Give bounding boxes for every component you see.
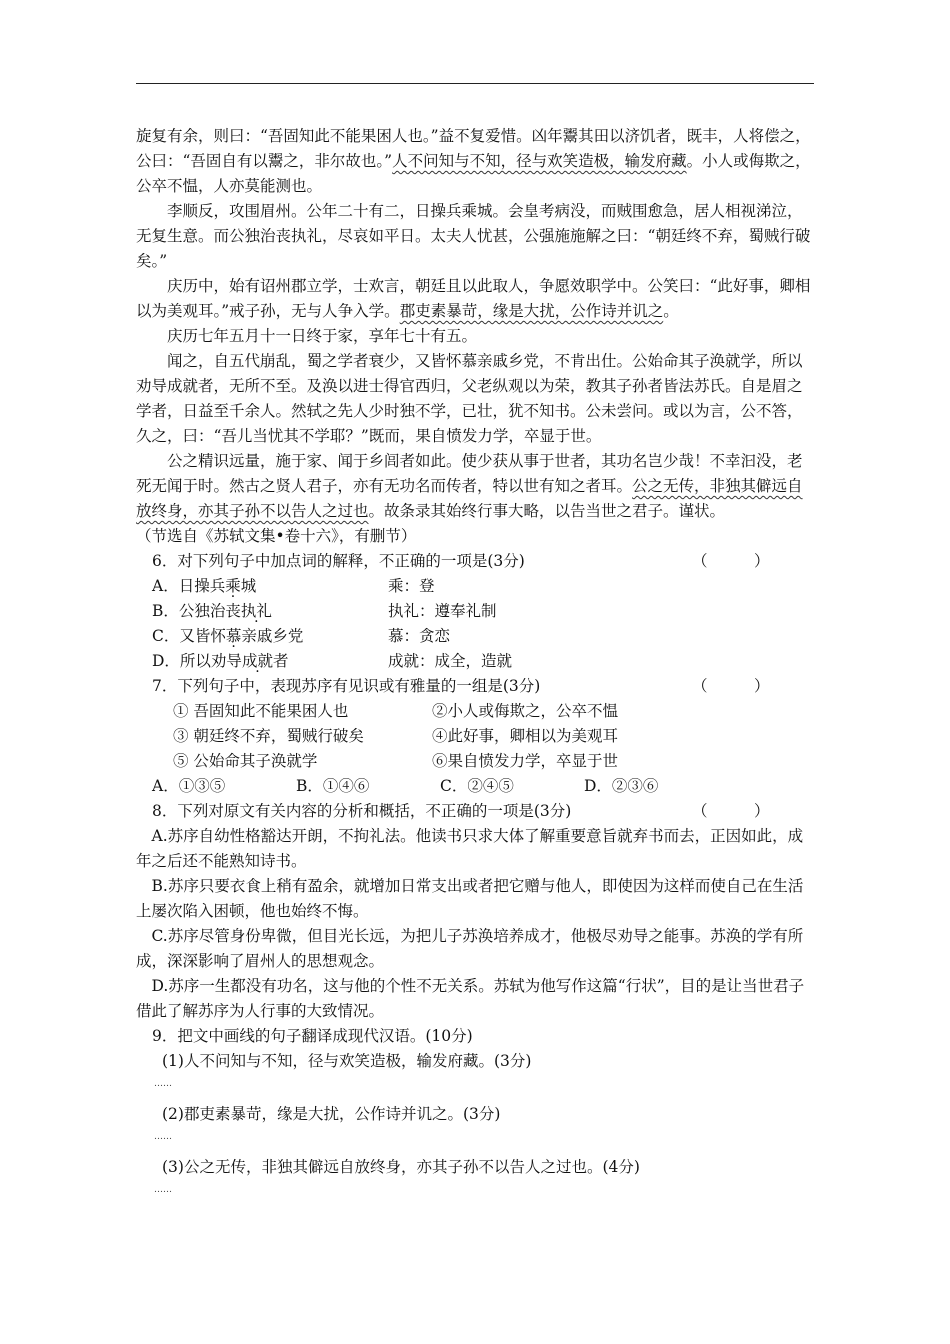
- answer-blank[interactable]: （ ）: [692, 677, 770, 695]
- question-9-stem: 9．把文中画线的句子翻译成现代汉语。(10分): [152, 1027, 473, 1045]
- q7-items-row: [136, 699, 814, 724]
- underlined-sentence-1: 人不问知与不知，径与欢笑造极，输发府藏: [392, 152, 687, 170]
- definition: 成就：成全，造就: [388, 652, 513, 670]
- text: 者: [272, 652, 289, 670]
- text: 庆历中，始有诏州郡立学，士欢言，朝廷且以此取人，争愿效职学中。公笑曰：“此好事，卿相以为美观耳。”戒子孙，无与人争入学。: [136, 277, 811, 320]
- dotted-word: 成就: [241, 652, 273, 670]
- definition: 慕：贪恋: [388, 627, 451, 645]
- text: 。: [663, 302, 679, 320]
- passage-paragraph-4: 庆历七年五月十一日终于家，享年七十有五。: [167, 327, 478, 345]
- q8-option-b[interactable]: B.苏序只要衣食上稍有盈余，就增加日常支出或者把它赠与他人，即使因为这样而使自己在生活上屡次陷入困顿，他也始终不悔。: [136, 877, 804, 920]
- text: 旋复有余，则曰：“吾固知此不能果困人也。”益不复爱惜。凶年鬻其田以济饥者，既丰，人将偿之，公曰：“吾固自有以鬻之，非尔故也。”: [136, 127, 811, 170]
- q7-items-row: [136, 724, 814, 749]
- passage-paragraph-3: [136, 274, 814, 324]
- text: 公之精识远量，施于家、闻于乡闾者如此。使少获从事于世者，其功名岂少哉！不幸汩没，老死无闻于时。然古之贤人君子，亦有无功名而传者，特以世有知之者耳。: [136, 452, 803, 495]
- dotted-word: 乘: [225, 577, 241, 595]
- question-6-stem: [136, 549, 814, 574]
- q9-sentence-1: (1)人不问知与不知，径与欢笑造极，输发府藏。(3分): [162, 1052, 532, 1070]
- text: A．日操兵: [152, 577, 226, 595]
- text: 。小人或侮欺之，公卒不愠，人亦莫能测也。: [136, 152, 811, 195]
- q7-item: ① 吾固知此不能果困人也: [173, 702, 349, 720]
- answer-line[interactable]: ……: [154, 1132, 172, 1142]
- text: 8．下列对原文有关内容的分析和概括，不正确的一项是(3分): [152, 802, 572, 820]
- q7-choice-d[interactable]: D．②③⑥: [584, 777, 659, 795]
- underlined-sentence-2: 郡吏素暴苛，缘是大扰，公作诗并讥之: [399, 302, 664, 320]
- text: C．又皆怀: [152, 627, 226, 645]
- q8-option-c[interactable]: C.苏序尽管身份卑微，但目光长远，为把儿子苏涣培养成才，他极尽劝导之能事。苏涣的学有所成，深深影响了眉州人的思想观念。: [136, 927, 804, 970]
- question-7-stem: [136, 674, 814, 699]
- passage-paragraph-6: [136, 449, 814, 524]
- q7-item: ⑤ 公始命其子涣就学: [173, 752, 318, 770]
- answer-line[interactable]: ……: [154, 1079, 172, 1089]
- text: 亲戚乡党: [241, 627, 304, 645]
- q6-option-a[interactable]: [136, 574, 814, 599]
- passage-paragraph-5: 闻之，自五代崩乱，蜀之学者衰少，又皆怀慕亲戚乡党，不肯出仕。公始命其子涣就学，所以劝导成就者，无所不至。及涣以进士得官西归，父老纵观以为荣，教其子孙者皆法苏氏。自是眉之学者，日益至千余人。然轼之先人少时独不学，已壮，犹不知书。公未尝问。或以为言，公不答，久之，曰：“吾儿当忧其不学耶？”既而，果自愤发力学，卒显于世。: [136, 352, 803, 445]
- answer-blank[interactable]: （ ）: [692, 552, 770, 570]
- q8-option-d[interactable]: D.苏序一生都没有功名，这与他的个性不无关系。苏轼为他写作这篇“行状”，目的是让当世君子借此了解苏序为人行事的大致情况。: [136, 977, 805, 1020]
- text: 城: [240, 577, 257, 595]
- q7-item: ②小人或侮欺之，公卒不愠: [432, 702, 619, 720]
- q6-option-d[interactable]: [136, 649, 814, 674]
- text: B．公独治丧: [152, 602, 241, 620]
- q9-sentence-3: (3)公之无传，非独其僻远自放终身，亦其子孙不以告人之过也。(4分): [162, 1158, 640, 1176]
- answer-line[interactable]: ……: [154, 1185, 172, 1195]
- answer-blank[interactable]: （ ）: [692, 802, 770, 820]
- q6-option-b[interactable]: [136, 599, 814, 624]
- q8-option-a[interactable]: A.苏序自幼性格豁达开朗，不拘礼法。他读书只求大体了解重要意旨就弃书而去，正因如此，成年之后还不能熟知诗书。: [136, 827, 804, 870]
- source-note: （节选自《苏轼文集•卷十六》，有删节）: [136, 527, 417, 545]
- q7-item: ⑥果自愤发力学，卒显于世: [432, 752, 619, 770]
- q7-items-row: [136, 749, 814, 774]
- q7-choice-c[interactable]: C．②④⑤: [440, 777, 514, 795]
- definition: 执礼：遵奉礼制: [388, 602, 497, 620]
- q9-sentence-2: (2)郡吏素暴苛，缘是大扰，公作诗并讥之。(3分): [162, 1105, 501, 1123]
- q6-option-c[interactable]: [136, 624, 814, 649]
- dotted-word: 执礼: [240, 602, 272, 620]
- q7-item: ④此好事，卿相以为美观耳: [432, 727, 619, 745]
- dotted-word: 慕: [225, 627, 242, 645]
- header-rule: [136, 83, 814, 84]
- definition: 乘：登: [388, 577, 435, 595]
- document-body: [136, 124, 814, 1208]
- text: D．所以劝导: [152, 652, 242, 670]
- passage-paragraph-1: [136, 124, 814, 199]
- text: 7．下列句子中，表现苏序有见识或有雅量的一组是(3分): [152, 677, 541, 695]
- question-8-stem: [136, 799, 814, 824]
- text: 。故条录其始终行事大略，以告当世之君子。谨状。: [368, 502, 726, 520]
- passage-paragraph-2: 李顺反，攻围眉州。公年二十有二，日操兵乘城。会皇考病没，而贼围愈急，居人相视涕泣，无复生意。而公独治丧执礼，尽哀如平日。太夫人忧甚，公强施施解之曰：“朝廷终不弃，蜀贼行破矣。”: [136, 202, 811, 270]
- q7-choices: [136, 774, 814, 799]
- underlined-sentence-3: 公之无传，非独其僻远自放终身，亦其子孙不以告人之过也: [136, 477, 803, 520]
- q7-choice-b[interactable]: B．①④⑥: [296, 777, 370, 795]
- q7-choice-a[interactable]: A．①③⑤: [152, 777, 226, 795]
- text: 6．对下列句子中加点词的解释，不正确的一项是(3分): [152, 552, 525, 570]
- q7-item: ③ 朝廷终不弃，蜀贼行破矣: [173, 727, 364, 745]
